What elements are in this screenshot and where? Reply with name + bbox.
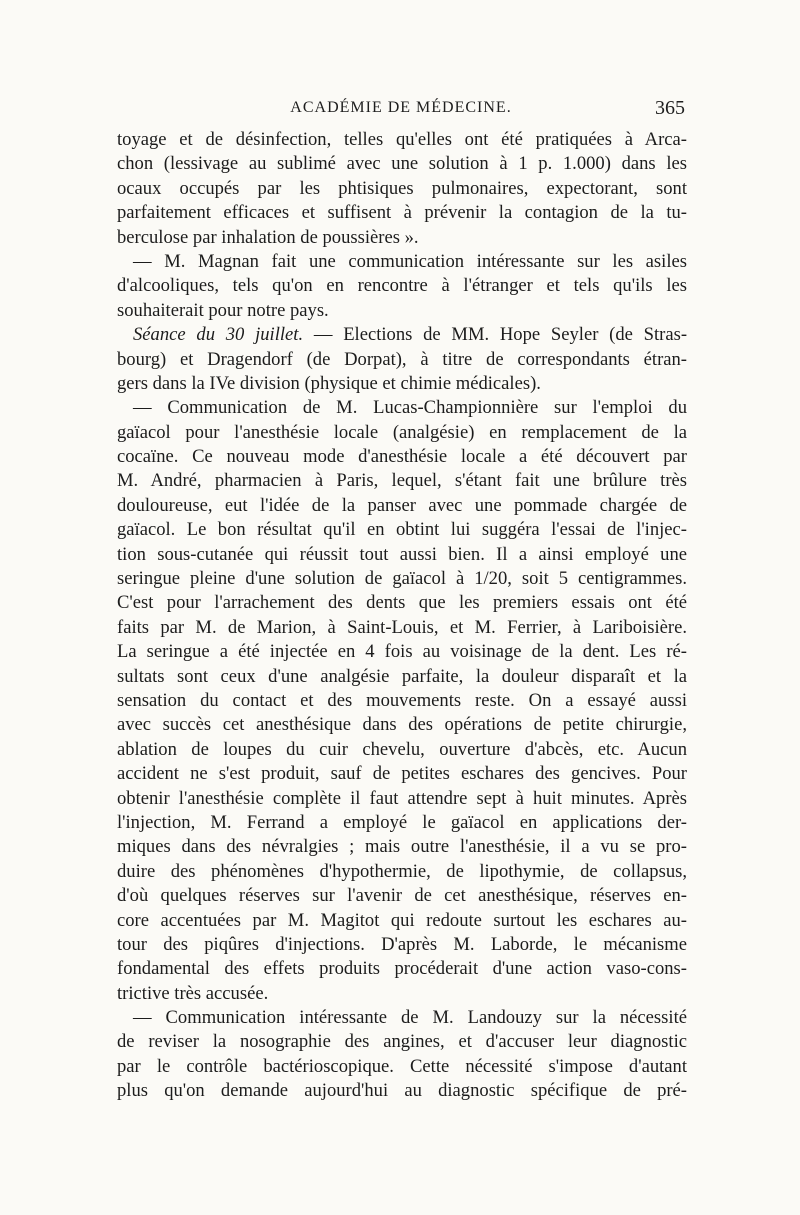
text-line: duire des phénomènes d'hypothermie, de lipothymie, de collapsus, [117, 860, 687, 882]
text-line: berculose par inhalation de poussières ». [117, 226, 419, 248]
body-text [117, 128, 687, 1104]
text-line: plus qu'on demande aujourd'hui au diagnostic spécifique de pré- [117, 1080, 687, 1102]
text-line: trictive très accusée. [117, 982, 269, 1004]
page-header [117, 97, 685, 123]
text-line: toyage et de désinfection, telles qu'elles ont été pratiquées à Arca- [117, 129, 687, 150]
page-number: 365 [655, 97, 685, 119]
text-line: d'où quelques réserves sur l'avenir de cet anesthésique, réserves en- [117, 885, 687, 907]
text-line: tion sous-cutanée qui réussit tout aussi bien. Il a ainsi employé une [117, 543, 687, 565]
text-line: seringue pleine d'une solution de gaïacol à 1/20, soit 5 centigrammes. [117, 568, 687, 590]
text-line: obtenir l'anesthésie complète il faut attendre sept à huit minutes. Après [117, 787, 687, 809]
seance-heading: Séance du 30 juillet. [133, 324, 304, 346]
running-head: ACADÉMIE DE MÉDECINE. [290, 99, 512, 116]
text-line: sensation du contact et des mouvements reste. On a essayé aussi [117, 689, 687, 711]
text-line: l'injection, M. Ferrand a employé le gaïacol en applications der- [117, 811, 687, 833]
text-line: de reviser la nosographie des angines, et d'accuser leur diagnostic [117, 1031, 687, 1053]
text-line: — Communication de M. Lucas-Championnière sur l'emploi du [133, 397, 687, 419]
text-line: miques dans des névralgies ; mais outre l'anesthésie, il a vu se pro- [117, 836, 687, 858]
text-line: d'alcooliques, tels qu'on en rencontre à l'étranger et tels qu'ils les [117, 275, 687, 297]
text-line: bourg) et Dragendorf (de Dorpat), à titre de correspondants étran- [117, 348, 687, 370]
text-line: par le contrôle bactérioscopique. Cette nécessité s'impose d'autant [117, 1055, 687, 1077]
text-line: avec succès cet anesthésique dans des opérations de petite chirurgie, [117, 714, 687, 736]
text-line: — M. Magnan fait une communication intéressante sur les asiles [133, 250, 687, 272]
text-line: accident ne s'est produit, sauf de petites eschares des gencives. Pour [117, 763, 687, 785]
text-line: douloureuse, eut l'idée de la panser avec une pommade chargée de [117, 494, 687, 516]
text-line: cocaïne. Ce nouveau mode d'anesthésie locale a été découvert par [117, 446, 687, 468]
text-line: souhaiterait pour notre pays. [117, 299, 329, 321]
text-line: gers dans la IVe division (physique et chimie médicales). [117, 372, 541, 394]
text-line: gaïacol pour l'anesthésie locale (analgésie) en remplacement de la [117, 421, 687, 443]
text-line: ocaux occupés par les phtisiques pulmonaires, expectorant, sont [117, 177, 687, 199]
seance-line [117, 323, 687, 347]
text-line: gaïacol. Le bon résultat qu'il en obtint lui suggéra l'essai de l'injec- [117, 519, 687, 541]
text-line: tour des piqûres d'injections. D'après M. Laborde, le mécanisme [117, 933, 687, 955]
text-line: fondamental des effets produits procéderait d'une action vaso-cons- [117, 958, 687, 980]
text-line: C'est pour l'arrachement des dents que les premiers essais ont été [117, 592, 687, 614]
text-line: chon (lessivage au sublimé avec une solution à 1 p. 1.000) dans les [117, 153, 687, 175]
text-line: M. André, pharmacien à Paris, lequel, s'étant fait une brûlure très [117, 470, 687, 492]
text-line: core accentuées par M. Magitot qui redoute surtout les eschares au- [117, 909, 687, 931]
text-line: La seringue a été injectée en 4 fois au voisinage de la dent. Les ré- [117, 641, 687, 663]
text-line: faits par M. de Marion, à Saint-Louis, et M. Ferrier, à Lariboisière. [117, 616, 687, 638]
seance-text: — Elections de MM. Hope Seyler (de Stras- [313, 324, 688, 346]
text-line: — Communication intéressante de M. Landouzy sur la nécessité [133, 1007, 687, 1029]
text-line: parfaitement efficaces et suffisent à prévenir la contagion de la tu- [117, 202, 687, 224]
text-line: sultats sont ceux d'une analgésie parfaite, la douleur disparaît et la [117, 665, 687, 687]
text-line: ablation de loupes du cuir chevelu, ouverture d'abcès, etc. Aucun [117, 738, 687, 760]
